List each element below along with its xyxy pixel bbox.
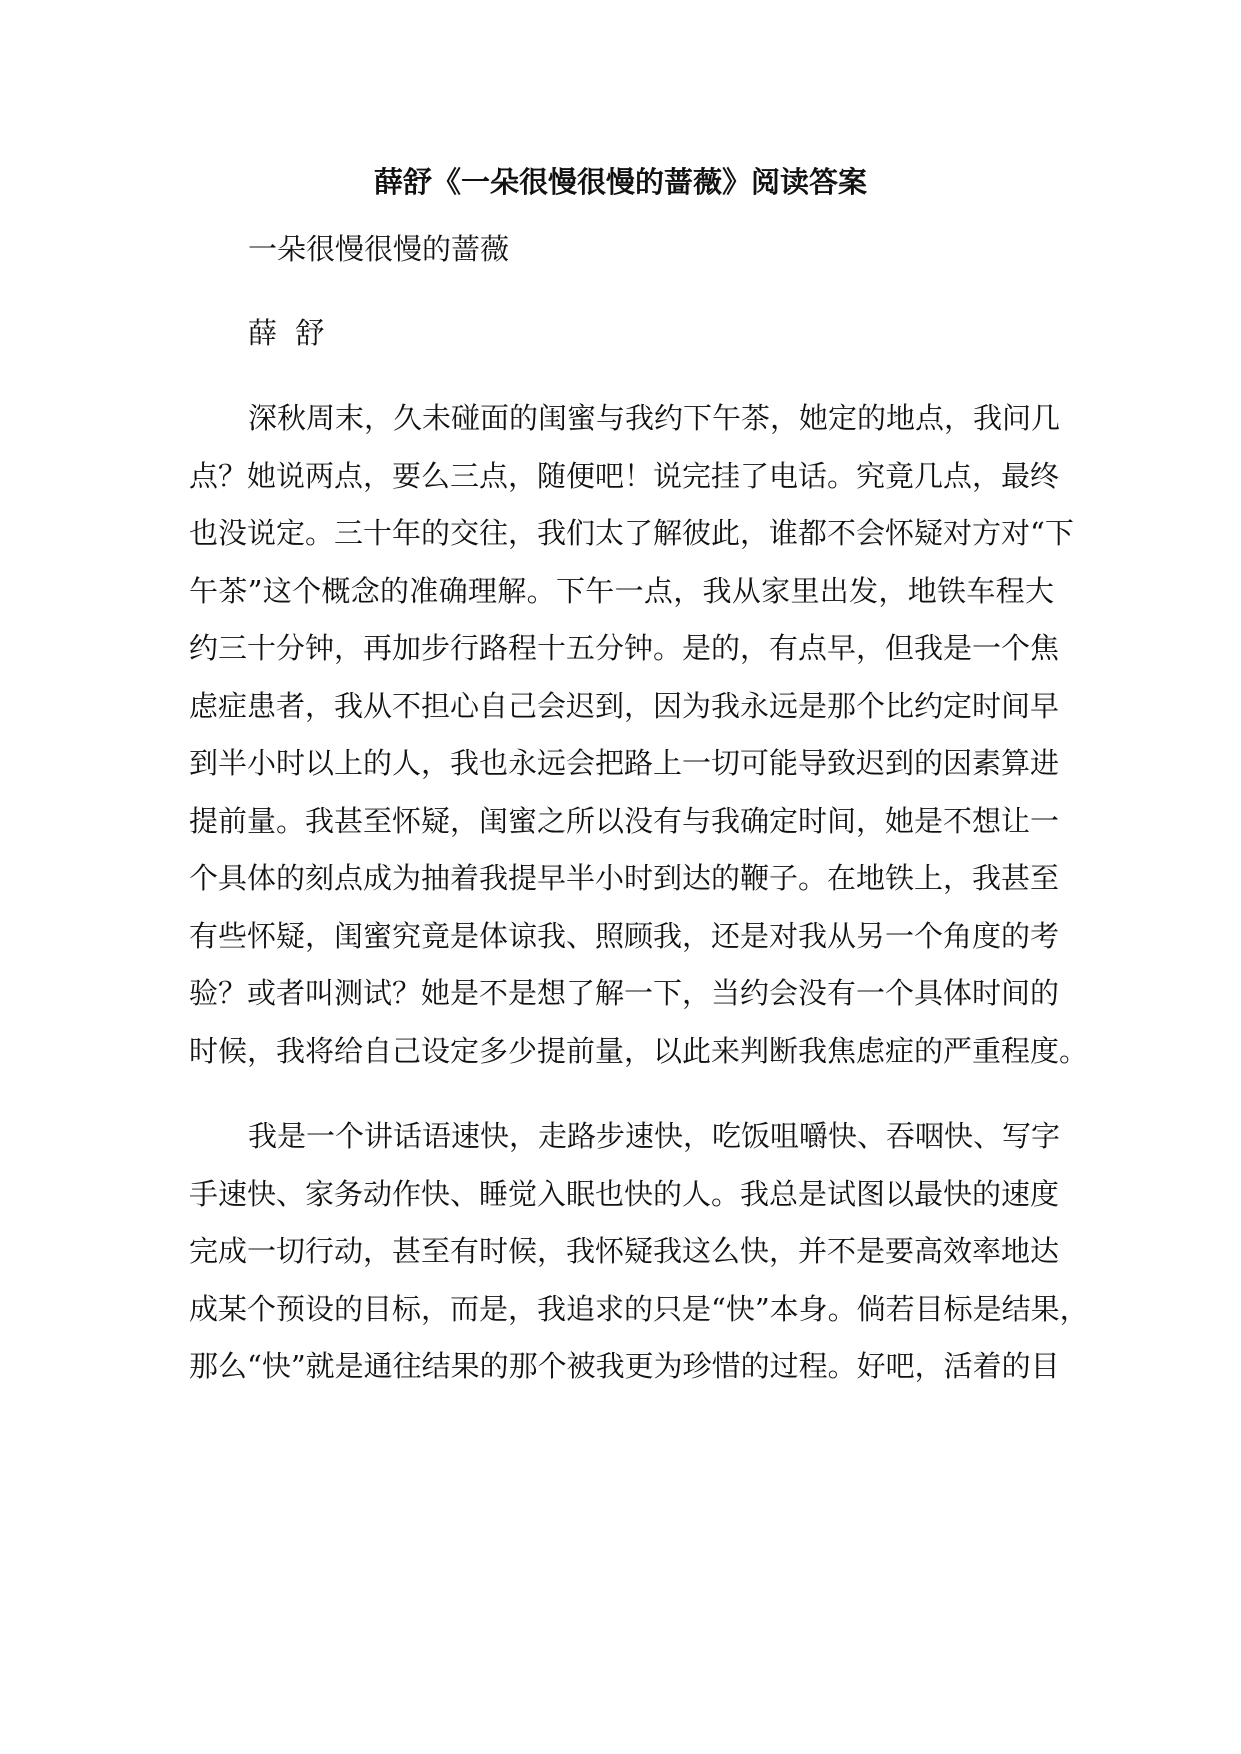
article-title: 一朵很慢很慢的蔷薇 <box>248 232 510 266</box>
paragraph-line: 完成一切行动，甚至有时候，我怀疑我这么快，并不是要高效率地达 <box>189 1234 1060 1268</box>
paragraph-line: 点？她说两点，要么三点，随便吧！说完挂了电话。究竟几点，最终 <box>189 459 1060 493</box>
paragraph-line: 也没说定。三十年的交往，我们太了解彼此，谁都不会怀疑对方对“下 <box>189 516 1074 550</box>
paragraph-line: 午茶”这个概念的准确理解。下午一点，我从家里出发，地铁车程大 <box>189 574 1054 608</box>
paragraph-line: 到半小时以上的人，我也永远会把路上一切可能导致迟到的因素算进 <box>189 746 1060 780</box>
paragraph-line: 深秋周末，久未碰面的闺蜜与我约下午茶，她定的地点，我问几 <box>248 401 1061 435</box>
paragraph-line: 验？或者叫测试？她是不是想了解一下，当约会没有一个具体时间的 <box>189 976 1060 1010</box>
paragraph-line: 有些怀疑，闺蜜究竟是体谅我、照顾我，还是对我从另一个角度的考 <box>189 919 1060 953</box>
paragraph-line: 成某个预设的目标，而是，我追求的只是“快”本身。倘若目标是结果， <box>189 1292 1089 1326</box>
paragraph-line: 约三十分钟，再加步行路程十五分钟。是的，有点早，但我是一个焦 <box>189 631 1060 665</box>
paragraph-line: 个具体的刻点成为抽着我提早半小时到达的鞭子。在地铁上，我甚至 <box>189 861 1060 895</box>
paragraph-line: 手速快、家务动作快、睡觉入眠也快的人。我总是试图以最快的速度 <box>189 1177 1060 1211</box>
author-name: 薛 舒 <box>248 316 325 350</box>
paragraph-line: 时候，我将给自己设定多少提前量，以此来判断我焦虑症的严重程度。 <box>189 1034 1089 1068</box>
paragraph-line: 虑症患者，我从不担心自己会迟到，因为我永远是那个比约定时间早 <box>189 689 1060 723</box>
document-title: 薛舒《一朵很慢很慢的蔷薇》阅读答案 <box>373 165 867 199</box>
paragraph-line: 那么“快”就是通往结果的那个被我更为珍惜的过程。好吧，活着的目 <box>189 1349 1060 1383</box>
paragraph-line: 提前量。我甚至怀疑，闺蜜之所以没有与我确定时间，她是不想让一 <box>189 804 1060 838</box>
paragraph-line: 我是一个讲话语速快，走路步速快，吃饭咀嚼快、吞咽快、写字 <box>248 1119 1061 1153</box>
